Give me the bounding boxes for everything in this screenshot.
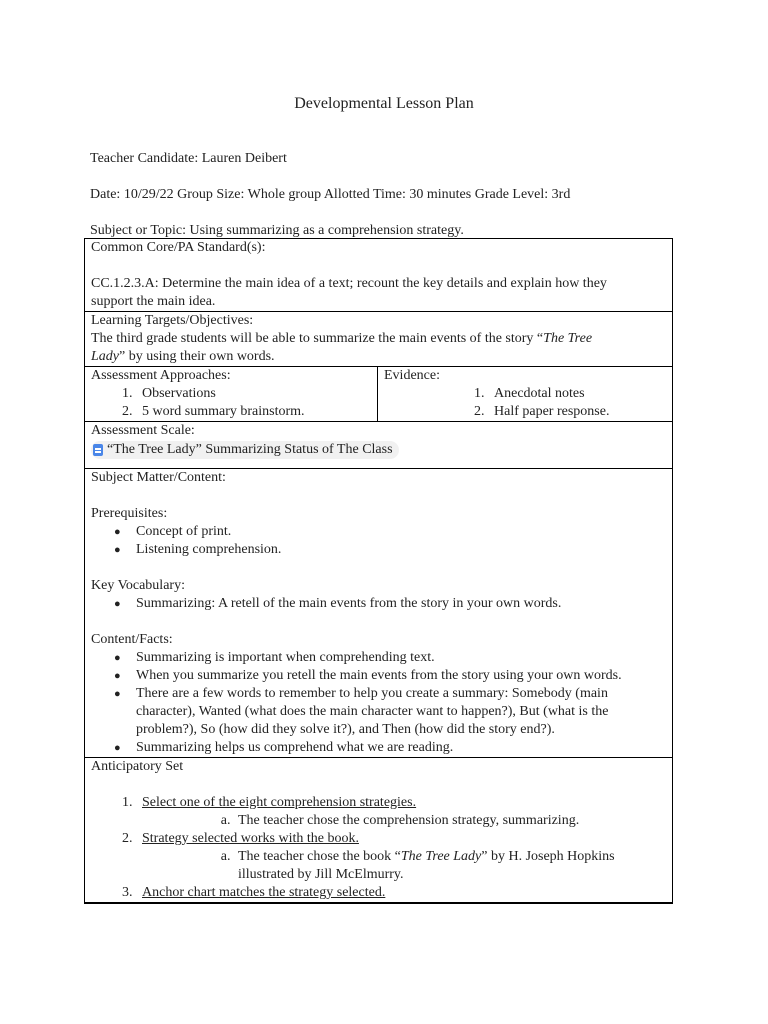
lesson-details-line: Date: 10/29/22 Group Size: Whole group Allotted Time: 30 minutes Grade Level: 3rd	[90, 187, 571, 202]
subject-matter-heading: Subject Matter/Content:	[91, 470, 226, 485]
vocabulary-heading: Key Vocabulary:	[91, 578, 185, 593]
book-title: The Tree	[543, 331, 593, 346]
list-item: 1. Observations	[136, 385, 371, 403]
standards-text-line2: support the main idea.	[91, 294, 216, 309]
list-item: 1. Anecdotal notes	[488, 385, 666, 403]
list-item: ● Summarizing is important when comprehending text.	[136, 649, 666, 667]
linked-document-chip[interactable]	[91, 441, 399, 459]
book-title: Lady	[91, 349, 119, 364]
assessment-scale-row	[85, 421, 672, 468]
step-text: Select one of the eight comprehension strategies.	[142, 795, 417, 810]
anticipatory-set-row	[85, 757, 672, 902]
chip-label: “The Tree Lady” Summarizing Status of The Class	[107, 442, 393, 457]
prerequisites-heading: Prerequisites:	[91, 506, 168, 521]
targets-heading: Learning Targets/Objectives:	[91, 313, 254, 328]
list-item: ● Summarizing helps us comprehend what we are reading.	[136, 739, 666, 757]
teacher-candidate-line: Teacher Candidate: Lauren Deibert	[90, 151, 287, 166]
scale-heading: Assessment Scale:	[91, 423, 195, 438]
page-title: Developmental Lesson Plan	[294, 95, 474, 112]
list-item: 2. 5 word summary brainstorm.	[136, 403, 371, 421]
list-item	[136, 884, 666, 902]
list-item	[136, 794, 666, 830]
anticipatory-heading: Anticipatory Set	[91, 759, 184, 774]
targets-text: The third grade students will be able to summarize the main events of the story “The Tree Lady” by using their own words.	[91, 331, 593, 364]
content-facts-heading: Content/Facts:	[91, 632, 173, 647]
list-item: ● When you summarize you retell the main events from the story using your own words.	[136, 667, 666, 685]
step-text: Anchor chart matches the strategy selected.	[142, 885, 386, 900]
list-item: ● There are a few words to remember to help you create a summary: Somebody (main character), Wanted (what does the main character want to happen?), But (what is the problem?), So (how did they solve it?), and Then (how did the story end?).	[136, 685, 666, 739]
assessment-evidence-row	[85, 366, 672, 421]
google-doc-icon	[93, 444, 103, 456]
subject-matter-row	[85, 468, 672, 757]
learning-targets-row	[85, 311, 672, 366]
book-title: The Tree Lady	[400, 849, 482, 864]
list-item: a. The teacher chose the comprehension strategy, summarizing.	[234, 812, 666, 830]
list-item	[136, 830, 666, 884]
standards-row	[85, 239, 672, 311]
lesson-plan-table	[84, 238, 673, 904]
list-item: a. The teacher chose the book “The Tree Lady” by H. Joseph Hopkins illustrated by Jill McElmurry.	[234, 848, 666, 884]
step-text: Strategy selected works with the book.	[142, 831, 359, 846]
list-item: ● Concept of print.	[136, 523, 666, 541]
evidence-cell	[378, 367, 672, 421]
list-item: ● Summarizing: A retell of the main events from the story in your own words.	[136, 595, 666, 613]
list-item: ● Listening comprehension.	[136, 541, 666, 559]
list-item: 2. Half paper response.	[488, 403, 666, 421]
standards-heading: Common Core/PA Standard(s):	[91, 240, 266, 255]
assessment-approaches-cell	[85, 367, 378, 421]
assessment-heading: Assessment Approaches:	[91, 368, 231, 383]
subject-topic-line: Subject or Topic: Using summarizing as a comprehension strategy.	[90, 223, 464, 238]
standards-text-line1: CC.1.2.3.A: Determine the main idea of a text; recount the key details and explain how they	[91, 276, 607, 291]
evidence-heading: Evidence:	[384, 368, 440, 383]
